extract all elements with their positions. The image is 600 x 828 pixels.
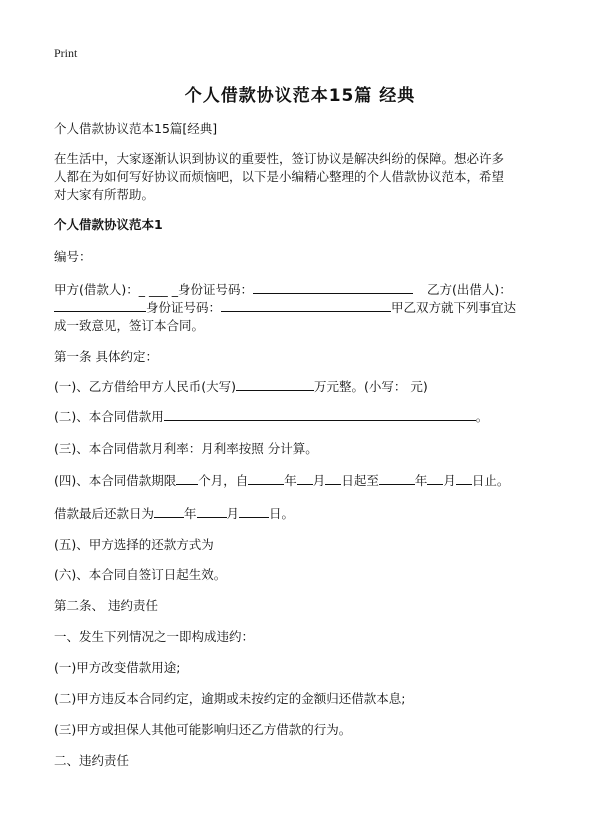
breach-item-1: (一)甲方改变借款用途; xyxy=(54,660,181,675)
loan-purpose-blank xyxy=(164,408,476,421)
agreement-line: 成一致意见，签订本合同。 xyxy=(54,318,205,333)
clause-loan-purpose xyxy=(54,408,552,426)
party-b-id-blank xyxy=(221,299,391,312)
contract-number-label: 编号： xyxy=(54,249,92,264)
clause-loan-amount xyxy=(54,378,552,396)
document-subtitle: 个人借款协议范本15篇[经典] xyxy=(54,121,218,136)
breach-item-3: (三)甲方或担保人其他可能影响归还乙方借款的行为。 xyxy=(54,722,352,737)
intro-paragraph xyxy=(54,150,554,204)
breach-item-2: (二)甲方违反本合同约定，逾期或未按约定的金额归还借款本息; xyxy=(54,691,406,706)
end-year-blank xyxy=(379,472,415,485)
party-a-line xyxy=(54,281,552,299)
clause-effective-date: (六)、本合同自签订日起生效。 xyxy=(54,567,227,582)
repay-text-c: 月 xyxy=(226,506,240,521)
loan-term-text-e: 日起至 xyxy=(341,473,379,488)
breach-intro: 一、发生下列情况之一即构成违约： xyxy=(54,629,255,644)
term-months-blank xyxy=(176,472,198,485)
repay-text-d: 日。 xyxy=(269,506,295,521)
clause-loan-purpose-suffix: 。 xyxy=(475,409,489,424)
article-2-heading: 第二条、 违约责任 xyxy=(54,598,158,613)
party-b-id-label: 身份证号码： xyxy=(146,300,222,315)
liability-heading: 二、违约责任 xyxy=(54,753,130,768)
article-1-heading: 第一条 具体约定： xyxy=(54,349,158,364)
print-label: Print xyxy=(54,46,78,60)
clause-loan-term xyxy=(54,472,552,490)
party-a-label: 甲方(借款人)： xyxy=(54,282,139,297)
loan-term-text-d: 月 xyxy=(312,473,326,488)
clause-loan-purpose-prefix: (二)、本合同借款用 xyxy=(54,409,164,424)
intro-line-1: 在生活中，大家逐渐认识到协议的重要性，签订协议是解决纠纷的保障。想必许多 xyxy=(54,151,505,166)
party-b-name-blank xyxy=(54,299,146,312)
end-month-blank xyxy=(427,472,443,485)
party-a-id-blank xyxy=(253,281,413,294)
clause-loan-amount-suffix: 万元整。(小写： 元) xyxy=(314,379,428,394)
start-year-blank xyxy=(248,472,284,485)
party-b-line-tail: 甲乙双方就下列事宜达 xyxy=(391,300,517,315)
loan-term-text-g: 月 xyxy=(443,473,456,488)
repay-text-b: 年 xyxy=(184,506,197,521)
loan-term-text-b: 个月，自 xyxy=(198,473,249,488)
loan-term-text-a: (四)、本合同借款期限 xyxy=(54,473,177,488)
start-day-blank xyxy=(325,472,341,485)
document-title: 个人借款协议范本15篇 经典 xyxy=(184,86,416,106)
party-b-line xyxy=(54,299,552,317)
start-month-blank xyxy=(297,472,313,485)
repay-year-blank xyxy=(154,505,184,518)
party-b-label: 乙方(出借人)： xyxy=(426,282,512,297)
intro-line-2: 人都在为如何写好协议而烦恼吧，以下是小编精心整理的个人借款协议范本，希望 xyxy=(54,169,505,184)
loan-amount-blank xyxy=(236,378,314,391)
loan-term-text-c: 年 xyxy=(284,473,297,488)
clause-interest-rate: (三)、本合同借款月利率：月利率按照 分计算。 xyxy=(54,441,318,456)
clause-loan-amount-prefix: (一)、乙方借给甲方人民币(大写) xyxy=(54,379,237,394)
section-heading: 个人借款协议范本1 xyxy=(54,217,163,232)
loan-term-text-h: 日止。 xyxy=(471,473,510,488)
intro-line-3: 对大家有所帮助。 xyxy=(54,187,155,202)
party-a-name-blank: _ ___ _ xyxy=(138,282,178,297)
repay-text-a: 借款最后还款日为 xyxy=(54,506,155,521)
repay-day-blank xyxy=(239,505,269,518)
repay-month-blank xyxy=(197,505,227,518)
loan-term-text-f: 年 xyxy=(414,473,428,488)
final-repayment-date xyxy=(54,505,552,523)
end-day-blank xyxy=(456,472,472,485)
party-a-id-label: 身份证号码： xyxy=(177,282,253,297)
clause-repayment-method: (五)、甲方选择的还款方式为 xyxy=(54,537,214,552)
